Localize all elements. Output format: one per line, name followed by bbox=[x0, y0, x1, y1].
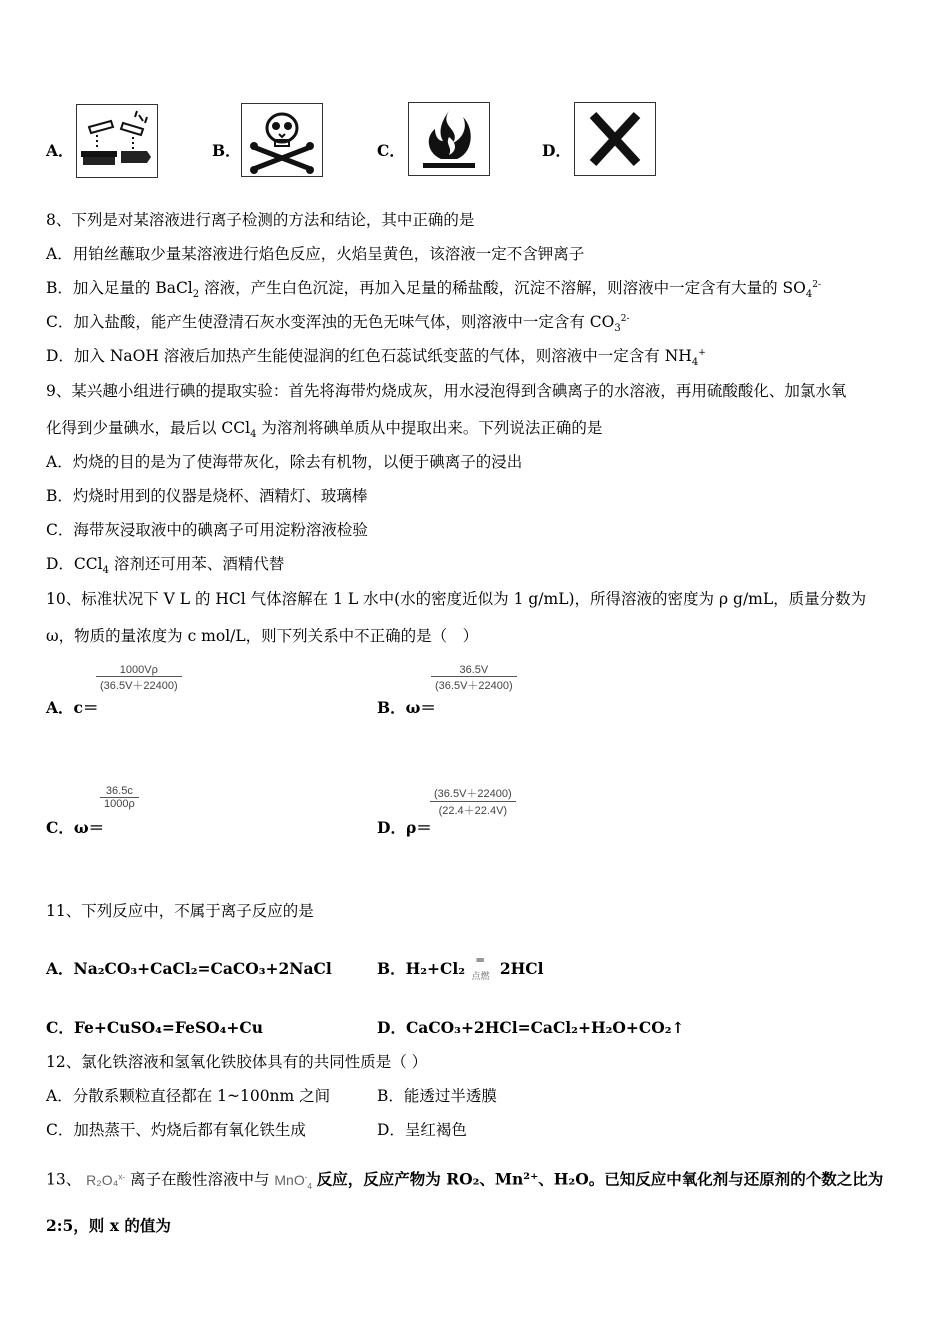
q8-option-b: B．加入足量的 BaCl$_2$ 溶液，产生白色沉淀，再加入足量的稀盐酸，沉淀不溶解，则溶液中一定含有大量的 $SO_4^{2-}$ bbox=[46, 279, 821, 301]
q10-option-d-label: D．ρ＝ bbox=[377, 818, 432, 837]
q9-option-a: A．灼烧的目的是为了使海带灰化，除去有机物，以便于碘离子的浸出 bbox=[46, 453, 523, 471]
q10-option-b-label: B．ω＝ bbox=[377, 698, 436, 717]
harmful-x-icon bbox=[575, 103, 655, 175]
q11-option-c: C．Fe+CuSO₄=FeSO₄+Cu bbox=[46, 1018, 264, 1037]
q7-option-a-image bbox=[76, 104, 158, 178]
q7-option-b-image bbox=[241, 103, 323, 177]
corrosive-icon bbox=[77, 105, 157, 177]
q12-option-a: A．分散系颗粒直径都在 1~100nm 之间 bbox=[46, 1087, 331, 1105]
q12-option-b: B．能透过半透膜 bbox=[377, 1087, 497, 1105]
q8-stem: 8、下列是对某溶液进行离子检测的方法和结论，其中正确的是 bbox=[46, 211, 475, 229]
q7-option-c-label: C． bbox=[377, 141, 405, 160]
q10-stem-line2: ω，物质的量浓度为 c mol/L，则下列关系中不正确的是（ ） bbox=[46, 627, 479, 645]
q10-option-b-fraction: $\frac{36.5V}{(36.5V+22400)}$ bbox=[431, 664, 517, 693]
q10-option-c-fraction: $\frac{36.5c}{1000\rho}$ bbox=[100, 785, 139, 810]
q7-option-c-image bbox=[408, 102, 490, 176]
q10-option-a-fraction: $\frac{1000V\rho}{(36.5V+22400)}$ bbox=[96, 664, 182, 693]
q11-option-b: B．H₂+Cl₂ ═ 点燃 2HCl bbox=[377, 953, 544, 981]
q7-option-a-label: A． bbox=[46, 141, 74, 160]
q11-stem: 11、下列反应中，不属于离子反应的是 bbox=[46, 902, 314, 920]
q11-option-a: A．Na₂CO₃+CaCl₂=CaCO₃+2NaCl bbox=[46, 959, 332, 978]
ion-mno4: MnO-$_4$ bbox=[274, 1171, 312, 1191]
q9-option-c: C．海带灰浸取液中的碘离子可用淀粉溶液检验 bbox=[46, 521, 368, 539]
q13-stem-line2: 2:5，则 x 的值为 bbox=[46, 1216, 171, 1235]
flammable-icon bbox=[409, 103, 489, 175]
reaction-condition: ═ 点燃 bbox=[471, 953, 490, 981]
q11-option-d: D．CaCO₃+2HCl=CaCl₂+H₂O+CO₂↑ bbox=[377, 1018, 685, 1037]
q7-option-d-label: D． bbox=[542, 141, 571, 160]
q12-option-d: D．呈红褐色 bbox=[377, 1121, 467, 1139]
q10-stem-line1: 10、标准状况下 V L 的 HCl 气体溶解在 1 L 水中(水的密度近似为 1 g/mL)，所得溶液的密度为 ρ g/mL，质量分数为 bbox=[46, 590, 867, 608]
q8-option-c: C．加入盐酸，能产生使澄清石灰水变浑浊的无色无味气体，则溶液中一定含有 $CO_3^{2-}$ bbox=[46, 313, 630, 335]
q10-option-a-label: A．c＝ bbox=[46, 698, 99, 717]
q9-option-d: D．CCl$_4$ 溶剂还可用苯、酒精代替 bbox=[46, 555, 285, 577]
ion-r2o4: R₂O₄$^{x-}$ bbox=[86, 1171, 125, 1188]
q13-stem-line1: 13、 R₂O₄$^{x-}$ 离子在酸性溶液中与 MnO-$_4$ 反应，反应产物为 RO₂、Mn²⁺、H₂O。已知反应中氧化剂与还原剂的个数之比为 bbox=[46, 1169, 884, 1191]
q8-option-d: D．加入 NaOH 溶液后加热产生能使湿润的红色石蕊试纸变蓝的气体，则溶液中一定含有 $NH_4^+$ bbox=[46, 347, 706, 369]
q10-option-d-fraction: $\frac{(36.5V+22400)}{(22.4+22.4V)}$ bbox=[430, 785, 516, 818]
toxic-skull-icon bbox=[242, 104, 322, 176]
q7-option-d-image bbox=[574, 102, 656, 176]
q8-option-a: A．用铂丝蘸取少量某溶液进行焰色反应，火焰呈黄色，该溶液一定不含钾离子 bbox=[46, 245, 585, 263]
q12-stem: 12、氯化铁溶液和氢氧化铁胶体具有的共同性质是（ ） bbox=[46, 1053, 428, 1071]
q10-option-c-label: C．ω＝ bbox=[46, 818, 105, 837]
q7-option-b-label: B． bbox=[212, 141, 241, 160]
q9-stem-line1: 9、某兴趣小组进行碘的提取实验：首先将海带灼烧成灰，用水浸泡得到含碘离子的水溶液，再用硫酸酸化、加氯水氧 bbox=[46, 382, 847, 400]
q12-option-c: C．加热蒸干、灼烧后都有氧化铁生成 bbox=[46, 1121, 306, 1139]
q9-stem-line2: 化得到少量碘水，最后以 CCl$_4$ 为溶剂将碘单质从中提取出来。下列说法正确的是 bbox=[46, 419, 603, 441]
q9-option-b: B．灼烧时用到的仪器是烧杯、酒精灯、玻璃棒 bbox=[46, 487, 368, 505]
